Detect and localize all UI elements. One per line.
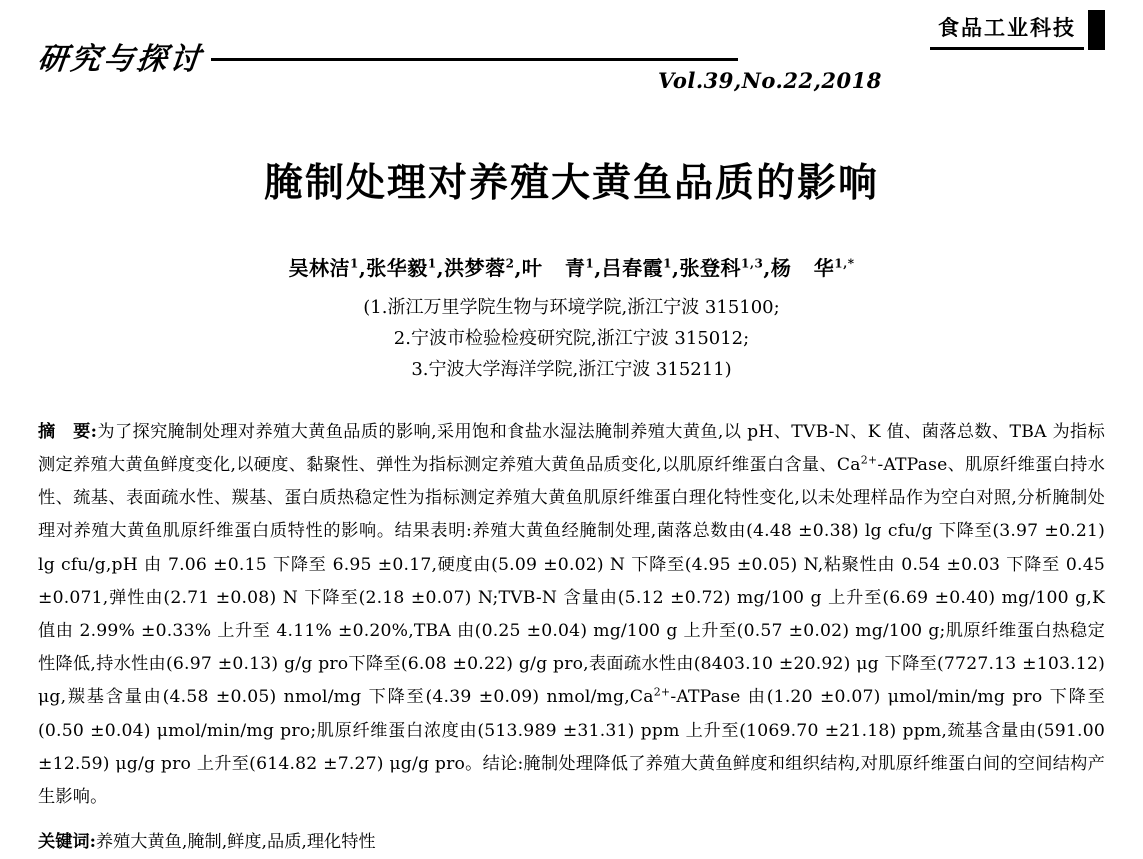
keywords-text: 养殖大黄鱼,腌制,鲜度,品质,理化特性 [95,832,376,853]
author-list [38,252,1105,281]
keywords-label: 关键词: [38,832,96,853]
journal-block-decoration [1088,10,1105,50]
affiliation-block [38,293,1105,386]
affiliation-line: 2.宁波市检验检疫研究院,浙江宁波 315012; [393,327,750,349]
affiliation-line: (1.浙江万里学院生物与环境学院,浙江宁波 315100; [363,297,780,318]
section-label: 研究与探讨 [35,42,205,77]
author-list-text: 吴林洁$^1$,张华毅$^1$,洪梦蓉$^2$,叶 青$^1$,吕春霞$^1$,张登科$^{1,3}$,杨 华$^{1,*}$ [288,256,855,280]
keywords-line [38,826,1105,859]
page-title: 腌制处理对养殖大黄鱼品质的影响 [263,161,879,206]
header-rule [211,58,738,61]
abstract-label: 摘 要: [38,421,98,442]
abstract-body: 为了探究腌制处理对养殖大黄鱼品质的影响,采用饱和食盐水湿法腌制养殖大黄鱼,以 pH、TVB-N、K 值、菌落总数、TBA 为指标测定养殖大黄鱼鲜度变化,以硬度、黏聚性、弹性为指标测定养殖大黄鱼品质变化,以肌原纤维蛋白含量、$Ca^{2+}$-ATPase、肌原纤维蛋白持水性、巯基、表面疏水性、羰基、蛋白质热稳定性为指标测定养殖大黄鱼肌原纤维蛋白理化特性变化,以未处理样品作为空白对照,分析腌制处理对养殖大黄鱼肌原纤维蛋白质特性的影响。结果表明:养殖大黄鱼经腌制处理,菌落总数由(4.48 ±0.38) lg cfu/g 下降至(3.97 ±0.21) lg cfu/g,pH 由 7.06 ±0.15 下降至 6.95 ±0.17,硬度由(5.09 ±0.02) N 下降至(4.95 ±0.05) N,粘聚性由 0.54 ±0.03 下降至 0.45 ±0.071,弹性由(2.71 ±0.08) N 下降至(2.18 ±0.07) N;TVB-N 含量由(5.12 ±0.72) mg/100 g 上升至(6.69 ±0.40) mg/100 g,K 值由 2.99% ±0.33% 上升至 4.11% ±0.20%,TBA 由(0.25 ±0.04) mg/100 g 上升至(0.57 ±0.02) mg/100 g;肌原纤维蛋白热稳定性降低,持水性由(6.97 ±0.13) g/g pro下降至(6.08 ±0.22) g/g pro,表面疏水性由(8403.10 ±20.92) μg 下降至(7727.13 ±103.12) μg,羰基含量由(4.58 ±0.05) nmol/mg 下降至(4.39 ±0.09) nmol/$mg,Ca^{2+}$-ATPase 由(1.20 ±0.07) μmol/min/mg pro 下降至(0.50 ±0.04) μmol/min/mg pro;肌原纤维蛋白浓度由(513.989 ±31.31) ppm 上升至(1069.70 ±21.18) ppm,巯基含量由(591.00 ±12.59) μg/g pro 上升至(614.82 ±7.27) μg/g pro。结论:腌制处理降低了养殖大黄鱼鲜度和组织结构,对肌原纤维蛋白间的空间结构产生影响。 [38,421,1105,807]
journal-badge [930,10,1105,50]
header-left-group [35,34,738,78]
volume-issue-line: Vol.39,No.22,2018 [658,68,882,93]
page-header [35,0,1105,110]
journal-name: 食品工业科技 [930,10,1084,50]
abstract-paragraph [38,416,1105,814]
affiliation-line: 3.宁波大学海洋学院,浙江宁波 315211) [411,358,732,380]
